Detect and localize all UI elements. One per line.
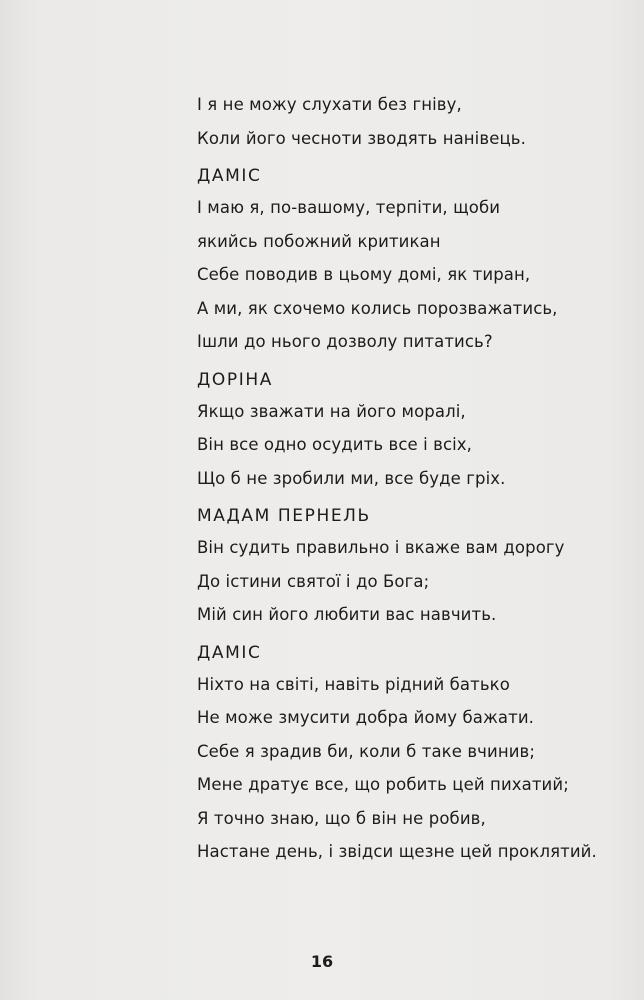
- speaker-name: ДАМІС: [197, 166, 262, 186]
- page-number: 16: [310, 952, 334, 971]
- verse-line: якийсь побожний критикан: [197, 231, 441, 251]
- verse-line: А ми, як схочемо колись порозважатись,: [197, 298, 558, 318]
- verse-line: Він судить правильно і вкаже вам дорогу: [197, 538, 565, 557]
- verse-line: Ішли до нього дозволу питатись?: [197, 332, 493, 351]
- verse-line: Себе я зрадив би, коли б таке вчинив;: [197, 741, 536, 761]
- verse-line: І маю я, по-вашому, терпіти, щоби: [197, 198, 501, 217]
- verse-line: Мене дратує все, що робить цей пихатий;: [197, 775, 569, 794]
- play-text: [197, 88, 617, 869]
- verse-line: Не може змусити добра йому бажати.: [197, 708, 534, 727]
- verse-line: Що б не зробили ми, все буде гріх.: [197, 468, 506, 488]
- verse-line: Коли його чесноти зводять нанівець.: [197, 128, 526, 148]
- verse-line: І я не можу слухати без гніву,: [197, 95, 462, 114]
- verse-line: Себе поводив в цьому домі, як тиран,: [197, 265, 531, 284]
- verse-line: Він все одно осудить все і всіх,: [197, 435, 473, 454]
- verse-line: Мій син його любити вас навчить.: [197, 605, 497, 624]
- speaker-name: ДОРІНА: [197, 369, 273, 390]
- verse-line: Ніхто на світі, навіть рідний батько: [197, 674, 510, 694]
- verse-line: До істини святої і до Бога;: [197, 571, 430, 591]
- verse-line: Настане день, і звідси щезне цей проклятий.: [197, 842, 597, 861]
- speaker-name: ДАМІС: [197, 642, 262, 663]
- verse-line: Я точно знаю, що б він не робив,: [197, 808, 486, 828]
- verse-line: Якщо зважати на його моралі,: [197, 401, 466, 421]
- speaker-name: МАДАМ ПЕРНЕЛЬ: [197, 506, 371, 526]
